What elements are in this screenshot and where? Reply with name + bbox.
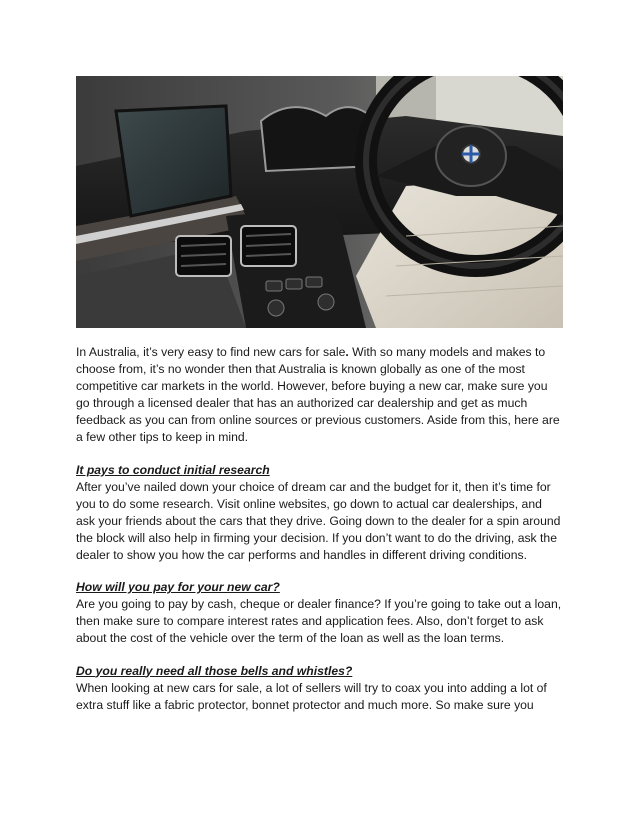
intro-punct: . <box>345 345 349 359</box>
section-payment <box>76 579 564 647</box>
section-heading: How will you pay for your new car? <box>76 580 280 595</box>
intro-lead: In Australia, it’s very easy to find new cars for sale <box>76 345 346 359</box>
car-interior-illustration <box>76 76 563 328</box>
section-heading: Do you really need all those bells and whistles? <box>76 663 353 678</box>
article-body <box>76 344 564 729</box>
section-body: After you’ve nailed down your choice of dream car and the budget for it, then it’s time for you to do some research. Visit online websites, go down to actual car dealerships, and ask your friends about the cars that they drive. Going down to the dealer for a spin around the block will also help in firming your decision. If you don’t want to do the driving, ask the dealer to show you how the car performs and handles in different driving conditions. <box>76 479 561 563</box>
section-extras <box>76 663 564 714</box>
section-research <box>76 462 564 565</box>
car-interior-photo <box>76 76 563 328</box>
section-heading: It pays to conduct initial research <box>76 462 270 477</box>
section-body: When looking at new cars for sale, a lot of sellers will try to coax you into adding a lot of extra stuff like a fabric protector, bonnet protector and much more. So make sure you <box>76 680 547 712</box>
intro-paragraph <box>76 344 564 447</box>
section-body: Are you going to pay by cash, cheque or dealer finance? If you’re going to take out a loan, then make sure to compare interest rates and application fees. Also, don’t forget to ask about the cost of the vehicle over the term of the loan as well as the loan terms. <box>76 597 562 646</box>
intro-rest: With so many models and makes to choose from, it’s no wonder then that Australia is known globally as one of the most competitive car markets in the world. However, before buying a new car, make sure you go through a licensed dealer that has an authorized car dealership and get as much feedback as you can from online sources or previous customers. Aside from this, here are a few other tips to keep in mind. <box>76 345 560 445</box>
